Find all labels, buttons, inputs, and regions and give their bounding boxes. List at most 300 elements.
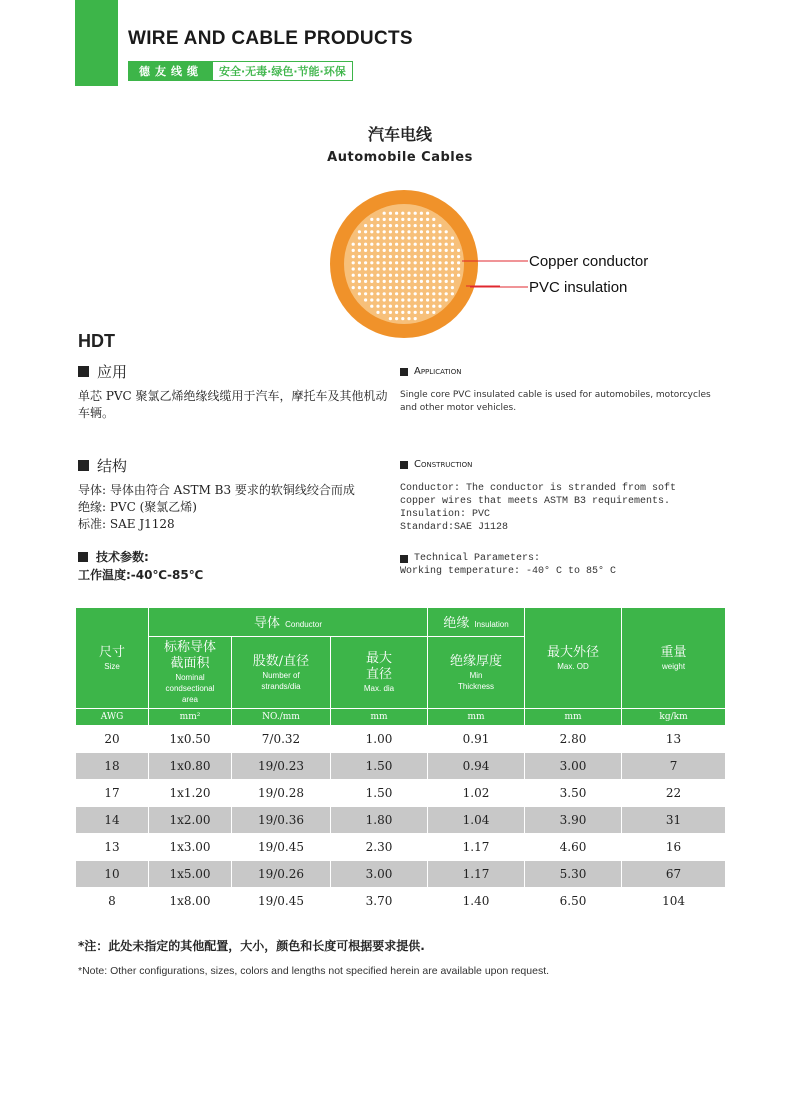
strand-dot (438, 249, 441, 252)
strand-dot (414, 218, 417, 221)
strand-dot (438, 292, 441, 295)
strand-dot (451, 280, 454, 283)
strand-dot (426, 224, 429, 227)
strand-dot (432, 305, 435, 308)
strand-dot (389, 311, 392, 314)
strand-dot (414, 212, 417, 215)
strand-dot (451, 255, 454, 258)
application-text-en: Single core PVC insulated cable is used for automobiles, motorcycles and other motor vehicles. (400, 390, 711, 413)
od-header (525, 608, 622, 709)
strand-dot (364, 280, 367, 283)
strand-dot (395, 236, 398, 239)
application-heading-cn (78, 361, 127, 382)
strand-dot (395, 305, 398, 308)
strand-dot (370, 280, 373, 283)
strand-dot (407, 243, 410, 246)
strand-dot (401, 317, 404, 320)
strand-dot (389, 274, 392, 277)
strand-dot (370, 236, 373, 239)
cell-strands: 19/0.28 (232, 780, 331, 807)
strand-dot (383, 218, 386, 221)
thickness-header-cn: 绝缘厚度 (450, 653, 503, 669)
strand-dot (383, 236, 386, 239)
strand-dot (445, 236, 448, 239)
strand-dot (426, 218, 429, 221)
strand-dot (420, 274, 423, 277)
cell-od: 2.80 (525, 726, 622, 753)
construction-line-en: Standard:SAE J1128 (400, 522, 509, 533)
strand-dot (426, 249, 429, 252)
cell-weight: 13 (622, 726, 726, 753)
square-bullet-icon (400, 555, 408, 563)
strand-dot (420, 298, 423, 301)
strand-dot (432, 292, 435, 295)
strand-dot (438, 286, 441, 289)
construction-heading-cn (78, 455, 127, 476)
thickness-header (428, 637, 525, 709)
strand-dot (451, 236, 454, 239)
cell-weight: 67 (622, 861, 726, 888)
strand-dot (401, 230, 404, 233)
brand-tag (128, 61, 353, 81)
strand-dot (389, 230, 392, 233)
strand-dot (457, 267, 460, 270)
construction-heading-en (400, 459, 472, 470)
strand-dot (445, 267, 448, 270)
strand-dot (376, 286, 379, 289)
strand-dot (401, 218, 404, 221)
strand-dot (364, 292, 367, 295)
strand-dot (432, 298, 435, 301)
strand-dot (451, 249, 454, 252)
cell-awg: 14 (76, 807, 149, 834)
application-title-en: Application (414, 366, 462, 377)
strand-dot (414, 274, 417, 277)
strand-dot (414, 243, 417, 246)
strand-dot (420, 224, 423, 227)
strand-dot (401, 286, 404, 289)
strand-dot (407, 317, 410, 320)
strand-dot (426, 261, 429, 264)
copper-conductor-label: Copper conductor (529, 253, 649, 270)
weight-header-cn: 重量 (660, 644, 687, 660)
strand-dot (414, 317, 417, 320)
cell-area: 1x2.00 (149, 807, 232, 834)
strand-dot (438, 274, 441, 277)
strand-dot (407, 224, 410, 227)
page-header-title: WIRE AND CABLE PRODUCTS (128, 28, 413, 49)
strand-dot (414, 311, 417, 314)
cell-awg: 17 (76, 780, 149, 807)
strand-dot (383, 261, 386, 264)
strand-dot (432, 249, 435, 252)
strand-dot (407, 218, 410, 221)
unit-cell: NO./mm (232, 709, 331, 726)
parameters-title-cn: 技术参数: (96, 550, 149, 564)
od-header-en: Max. OD (557, 661, 589, 671)
strand-dot (395, 255, 398, 258)
strand-dot (445, 298, 448, 301)
cell-max-dia: 3.00 (331, 861, 428, 888)
size-header (76, 608, 149, 709)
construction-line-cn: 标准: SAE J1128 (78, 517, 175, 531)
strand-dot (438, 236, 441, 239)
strand-dot (457, 261, 460, 264)
cell-od: 4.60 (525, 834, 622, 861)
strand-dot (383, 274, 386, 277)
parameters-cn (78, 548, 203, 584)
strand-dot (438, 230, 441, 233)
strand-dot (426, 212, 429, 215)
insulation-group-header (428, 608, 525, 637)
units-row (76, 709, 726, 726)
cell-od: 3.50 (525, 780, 622, 807)
strand-dot (395, 280, 398, 283)
cell-weight: 7 (622, 753, 726, 780)
strand-dot (407, 236, 410, 239)
strand-dot (451, 267, 454, 270)
strand-dot (420, 267, 423, 270)
cell-max-dia: 3.70 (331, 888, 428, 915)
strand-dot (445, 274, 448, 277)
strand-dot (445, 286, 448, 289)
cell-area: 1x5.00 (149, 861, 232, 888)
strand-dot (383, 243, 386, 246)
strand-dot (407, 261, 410, 264)
strand-dot (389, 267, 392, 270)
strand-dot (389, 280, 392, 283)
strand-dot (383, 280, 386, 283)
strand-dot (352, 249, 355, 252)
thickness-header-en: Min (469, 670, 483, 680)
strand-dot (364, 236, 367, 239)
unit-cell: mm² (149, 709, 232, 726)
strand-dot (432, 255, 435, 258)
strand-dot (395, 212, 398, 215)
strand-dot (407, 274, 410, 277)
brand-slogan: 安全·无毒·绿色·节能·环保 (219, 65, 346, 78)
strand-dot (438, 298, 441, 301)
strand-dot (414, 286, 417, 289)
strand-dot (426, 243, 429, 246)
strand-dot (370, 274, 373, 277)
strand-dot (420, 236, 423, 239)
table-row (76, 726, 726, 753)
construction-title-en: Construction (414, 459, 473, 470)
strand-dot (426, 267, 429, 270)
strands-header-cn: 股数/直径 (252, 653, 310, 669)
strand-dot (352, 243, 355, 246)
application-text-cn: 单芯 PVC 聚氯乙烯绝缘线缆用于汽车，摩托车及其他机动车辆。 (78, 389, 388, 420)
strand-dot (383, 311, 386, 314)
insulation-header-cn: 绝缘 (443, 616, 470, 631)
strand-dot (376, 249, 379, 252)
strand-dot (426, 305, 429, 308)
area-header-cn: 截面积 (170, 656, 210, 671)
strand-dot (420, 261, 423, 264)
insulation-header-en: Insulation (474, 620, 509, 629)
strand-dot (376, 305, 379, 308)
note-cn: *注：此处未指定的其他配置，大小，颜色和长度可根据要求提供. (78, 939, 425, 953)
strand-dot (389, 261, 392, 264)
strand-dot (420, 305, 423, 308)
strand-dot (364, 224, 367, 227)
cell-max-dia: 1.50 (331, 753, 428, 780)
cell-thickness: 1.17 (428, 834, 525, 861)
unit-cell: mm (525, 709, 622, 726)
strand-dot (364, 286, 367, 289)
strand-dot (364, 274, 367, 277)
strand-dot (376, 280, 379, 283)
strand-dot (420, 280, 423, 283)
leader-lines (462, 259, 532, 299)
strand-dot (451, 274, 454, 277)
strand-dot (401, 305, 404, 308)
cell-area: 1x1.20 (149, 780, 232, 807)
strand-dot (395, 311, 398, 314)
cell-area: 1x0.80 (149, 753, 232, 780)
strand-dot (395, 292, 398, 295)
cell-awg: 8 (76, 888, 149, 915)
area-header (149, 637, 232, 709)
strand-dot (395, 230, 398, 233)
strand-dot (407, 280, 410, 283)
strand-dot (370, 243, 373, 246)
strand-dot (432, 280, 435, 283)
strand-dot (389, 286, 392, 289)
strand-dot (451, 292, 454, 295)
construction-text-cn (78, 482, 355, 533)
parameters-heading-cn (78, 548, 203, 566)
strand-dot (364, 261, 367, 264)
strand-dot (352, 267, 355, 270)
strand-dot (376, 224, 379, 227)
area-header-en: area (181, 695, 198, 704)
strand-dot (358, 255, 361, 258)
strand-dot (407, 212, 410, 215)
strand-dot (414, 280, 417, 283)
cell-strands: 19/0.45 (232, 888, 331, 915)
strand-dot (401, 280, 404, 283)
strand-dot (426, 236, 429, 239)
cell-weight: 22 (622, 780, 726, 807)
cell-thickness: 0.91 (428, 726, 525, 753)
thickness-header-en: Thickness (458, 681, 495, 691)
strand-dot (420, 249, 423, 252)
strand-dot (358, 286, 361, 289)
table-row (76, 780, 726, 807)
max-dia-header-en: Max. dia (363, 684, 395, 693)
strand-dot (358, 261, 361, 264)
strand-dot (401, 274, 404, 277)
square-bullet-icon (400, 461, 408, 469)
strand-dot (414, 249, 417, 252)
strand-dot (395, 267, 398, 270)
strand-dot (376, 298, 379, 301)
construction-line-cn: 导体: 导体由符合 ASTM B3 要求的软铜线绞合而成 (78, 483, 355, 497)
construction-line-cn: 绝缘: PVC (聚氯乙烯) (78, 500, 197, 514)
strand-dot (445, 255, 448, 258)
strand-dot (407, 305, 410, 308)
strands-header-en: strands/dia (261, 681, 301, 691)
construction-title-cn: 结构 (97, 457, 128, 475)
cell-od: 3.90 (525, 807, 622, 834)
parameters-title-en: Technical Parameters: (414, 553, 541, 564)
header-accent-block (75, 0, 118, 86)
cell-max-dia: 2.30 (331, 834, 428, 861)
square-bullet-icon (78, 552, 88, 562)
cell-strands: 19/0.45 (232, 834, 331, 861)
working-temperature-en: Working temperature: -40° C to 85° C (400, 566, 617, 577)
strand-dot (389, 317, 392, 320)
strand-dot (401, 298, 404, 301)
strand-dot (401, 261, 404, 264)
strand-dot (389, 236, 392, 239)
strand-dot (451, 286, 454, 289)
strand-dot (445, 230, 448, 233)
strands-header (232, 637, 331, 709)
strand-dot (389, 243, 392, 246)
strand-dot (401, 243, 404, 246)
cell-weight: 31 (622, 807, 726, 834)
cell-awg: 10 (76, 861, 149, 888)
strand-dot (370, 255, 373, 258)
square-bullet-icon (400, 368, 408, 376)
area-header-cn: 标称导体 (163, 640, 216, 655)
strand-dot (420, 243, 423, 246)
construction-text-en (400, 482, 676, 534)
strand-dot (383, 224, 386, 227)
cell-area: 1x8.00 (149, 888, 232, 915)
strand-dot (438, 261, 441, 264)
strand-dot (432, 261, 435, 264)
strand-dot (376, 274, 379, 277)
strand-dot (457, 274, 460, 277)
square-bullet-icon (78, 460, 89, 471)
unit-cell: kg/km (622, 709, 726, 726)
strand-dot (364, 230, 367, 233)
strand-dot (414, 261, 417, 264)
strand-dot (420, 230, 423, 233)
strand-dot (376, 230, 379, 233)
conductor-group-header (149, 608, 428, 637)
cell-awg: 20 (76, 726, 149, 753)
strand-dot (358, 280, 361, 283)
strand-dot (370, 249, 373, 252)
strand-dot (414, 224, 417, 227)
strand-dot (426, 280, 429, 283)
max-dia-header-cn: 最大 (366, 651, 393, 666)
unit-cell: mm (331, 709, 428, 726)
strand-dot (352, 261, 355, 264)
strand-dot (414, 292, 417, 295)
strand-dot (451, 243, 454, 246)
strand-dot (426, 274, 429, 277)
strand-dot (376, 243, 379, 246)
strand-dot (370, 286, 373, 289)
strand-dot (358, 230, 361, 233)
strand-dot (432, 236, 435, 239)
strand-dot (376, 261, 379, 264)
cell-od: 6.50 (525, 888, 622, 915)
strand-dot (420, 255, 423, 258)
strand-dot (376, 236, 379, 239)
cell-strands: 19/0.36 (232, 807, 331, 834)
strand-dot (358, 292, 361, 295)
cell-strands: 7/0.32 (232, 726, 331, 753)
strand-dot (438, 305, 441, 308)
strand-dot (407, 230, 410, 233)
strand-dot (401, 224, 404, 227)
strand-dot (389, 305, 392, 308)
strand-dot (445, 280, 448, 283)
pvc-insulation-label: PVC insulation (529, 279, 628, 296)
table-row (76, 807, 726, 834)
strand-dot (389, 255, 392, 258)
application-title-cn: 应用 (97, 363, 128, 381)
weight-header-en: weight (661, 661, 686, 671)
strand-dot (358, 236, 361, 239)
strand-dot (432, 243, 435, 246)
model-code: HDT (78, 331, 115, 351)
conductor-header-en: Conductor (285, 620, 323, 629)
strand-dot (395, 218, 398, 221)
strand-dot (407, 311, 410, 314)
strand-dot (395, 249, 398, 252)
strand-dot (395, 243, 398, 246)
strand-dot (364, 267, 367, 270)
strand-dot (420, 218, 423, 221)
strand-dot (389, 249, 392, 252)
strand-dot (376, 255, 379, 258)
strand-dot (370, 218, 373, 221)
product-title-cn: 汽车电线 (367, 125, 432, 144)
strand-dot (401, 255, 404, 258)
strand-dot (383, 249, 386, 252)
strand-dot (438, 224, 441, 227)
strand-dot (352, 280, 355, 283)
strand-dot (414, 255, 417, 258)
strand-dot (426, 292, 429, 295)
strand-dot (358, 267, 361, 270)
strand-dot (370, 292, 373, 295)
strand-dot (420, 311, 423, 314)
strand-dot (364, 298, 367, 301)
strand-dot (395, 317, 398, 320)
strand-dot (420, 292, 423, 295)
strand-dot (376, 218, 379, 221)
strand-dot (438, 243, 441, 246)
strand-dot (432, 274, 435, 277)
area-header-en: condsectional (165, 684, 215, 693)
cell-area: 1x0.50 (149, 726, 232, 753)
strand-dot (407, 286, 410, 289)
strand-dot (426, 298, 429, 301)
strand-dot (370, 261, 373, 264)
parameters-heading-en (400, 552, 616, 565)
size-header-cn: 尺寸 (98, 644, 125, 660)
cell-strands: 19/0.23 (232, 753, 331, 780)
strand-dot (401, 236, 404, 239)
construction-line-en: Conductor: The conductor is stranded from soft (400, 483, 677, 494)
strand-dot (383, 230, 386, 233)
unit-cell: AWG (76, 709, 149, 726)
cell-max-dia: 1.50 (331, 780, 428, 807)
cell-thickness: 1.02 (428, 780, 525, 807)
strand-dot (395, 224, 398, 227)
strand-dot (445, 249, 448, 252)
strand-dot (383, 267, 386, 270)
